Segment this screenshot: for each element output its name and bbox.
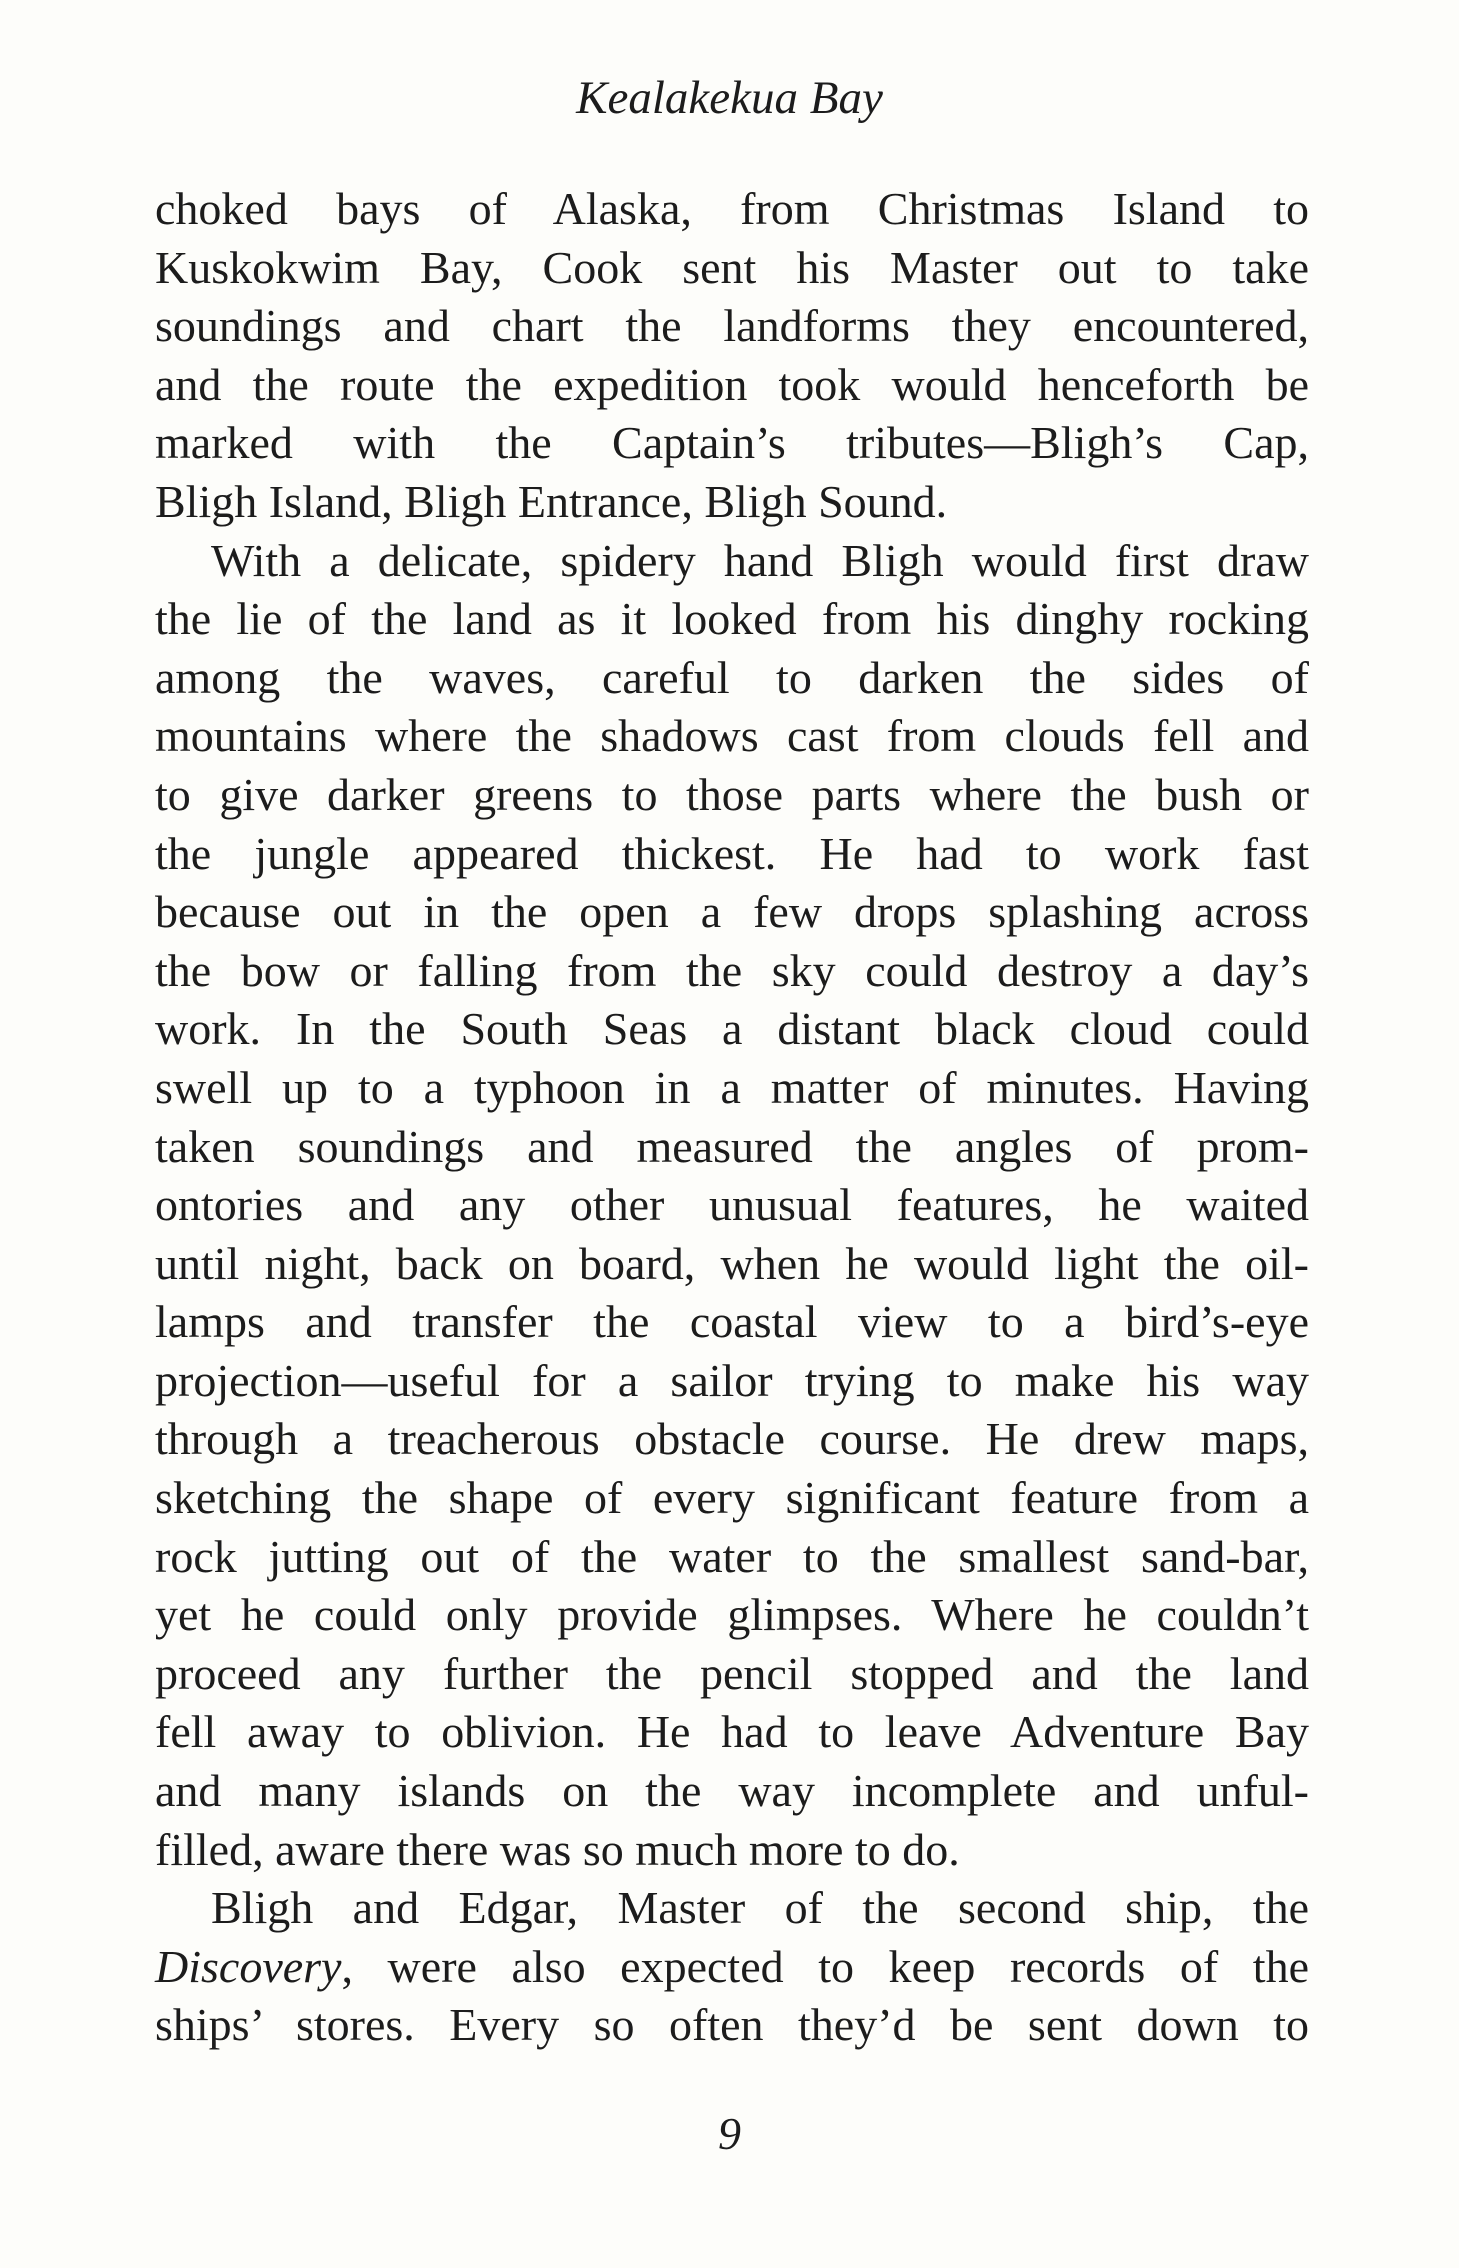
text-line: lamps and transfer the coastal view to a bird’s-eye (155, 1296, 1309, 1348)
text-line: taken soundings and measured the angles of prom- (155, 1120, 1309, 1172)
text-line: yet he could only provide glimpses. Where he couldn’t (155, 1589, 1309, 1641)
page-number: 9 (718, 2108, 741, 2159)
text-line: rock jutting out of the water to the smallest sand-bar, (155, 1530, 1309, 1582)
text-line: projection—useful for a sailor trying to make his way (155, 1354, 1309, 1406)
text-line: filled, aware there was so much more to do. (155, 1823, 960, 1875)
text-line: and the route the expedition took would henceforth be (155, 358, 1309, 410)
paragraph-3 (155, 1879, 1309, 2055)
text-line: because out in the open a few drops splashing across (155, 886, 1309, 938)
text-line: the bow or falling from the sky could destroy a day’s (155, 944, 1309, 996)
text-line: proceed any further the pencil stopped and the land (155, 1647, 1309, 1699)
text-line: the jungle appeared thickest. He had to work fast (155, 827, 1309, 879)
text-line: Bligh and Edgar, Master of the second ship, the (211, 1882, 1309, 1934)
text-line-with-italic-ship-name (155, 1938, 1309, 1997)
text-line: sketching the shape of every significant feature from a (155, 1472, 1309, 1524)
text-line: among the waves, careful to darken the sides of (155, 651, 1309, 703)
ship-name-suffix: , were also expected to keep records of the (341, 1940, 1309, 1992)
text-line: ships’ stores. Every so often they’d be sent down to (155, 1999, 1309, 2051)
text-line: the lie of the land as it looked from his dinghy rocking (155, 593, 1309, 645)
text-line: mountains where the shadows cast from clouds fell and (155, 710, 1309, 762)
ship-name: Discovery (155, 1940, 342, 1992)
text-line: fell away to oblivion. He had to leave Adventure Bay (155, 1706, 1309, 1758)
text-line: With a delicate, spidery hand Bligh would first draw (211, 534, 1309, 586)
paragraph-1 (155, 180, 1309, 532)
text-line: marked with the Captain’s tributes—Bligh’s Cap, (155, 417, 1309, 469)
text-line: soundings and chart the landforms they encountered, (155, 300, 1309, 352)
text-line: Bligh Island, Bligh Entrance, Bligh Sound. (155, 475, 948, 527)
text-line: choked bays of Alaska, from Christmas Island to (155, 183, 1309, 234)
text-line: until night, back on board, when he would light the oil- (155, 1237, 1309, 1289)
body-text (155, 180, 1309, 2055)
running-head: Kealakekua Bay (576, 72, 883, 124)
text-line: through a treacherous obstacle course. He drew maps, (155, 1413, 1309, 1465)
text-line: swell up to a typhoon in a matter of minutes. Having (155, 1061, 1309, 1113)
text-line: and many islands on the way incomplete and unful- (155, 1765, 1309, 1817)
paragraph-2 (155, 532, 1309, 1880)
text-line: work. In the South Seas a distant black cloud could (155, 1003, 1309, 1055)
text-line: Kuskokwim Bay, Cook sent his Master out to take (155, 241, 1309, 293)
text-line: to give darker greens to those parts where the bush or (155, 768, 1309, 820)
text-line: ontories and any other unusual features, he waited (155, 1179, 1309, 1231)
